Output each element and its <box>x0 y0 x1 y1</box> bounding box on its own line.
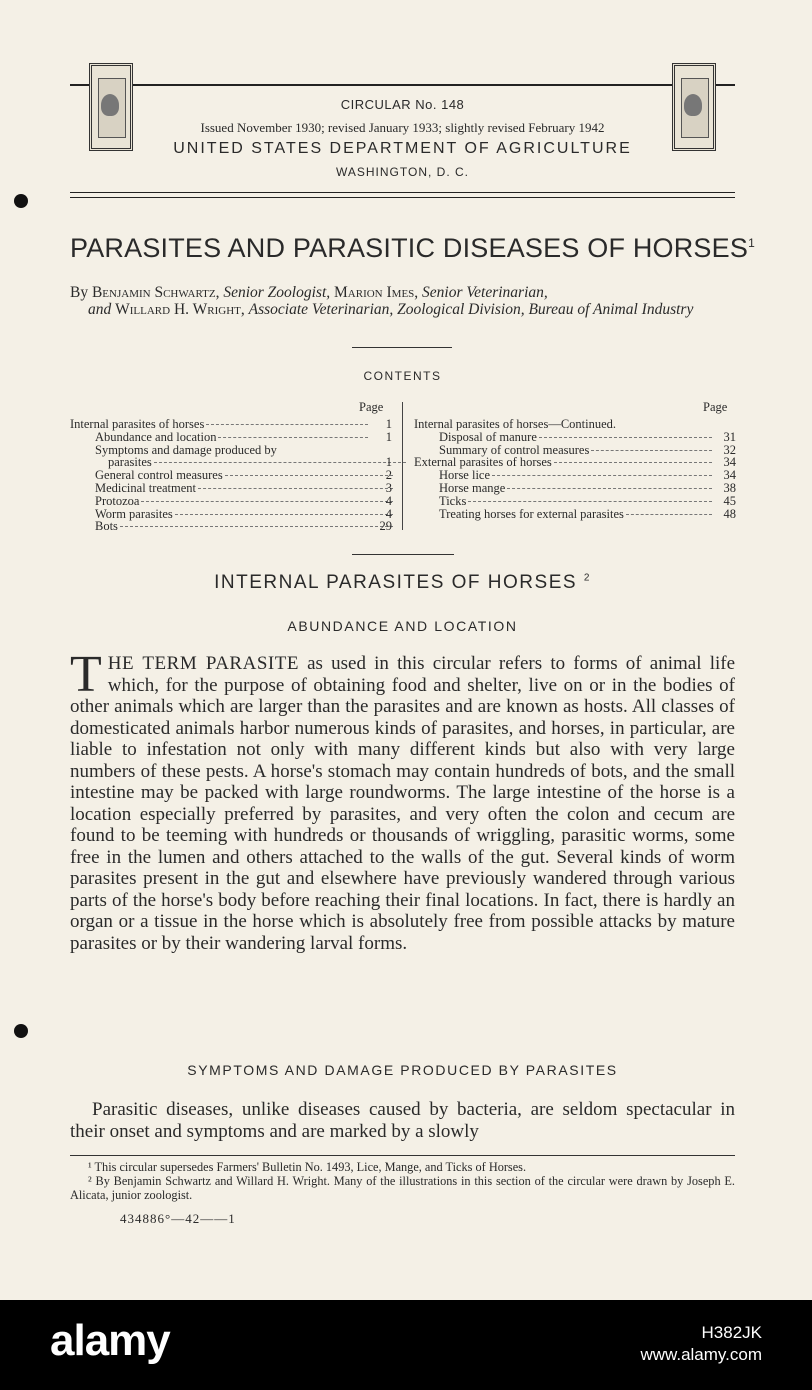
department-name: UNITED STATES DEPARTMENT OF AGRICULTURE <box>173 140 632 157</box>
paragraph-symptoms: Parasitic diseases, unlike diseases caused by bacteria, are seldom spectacular in their onset and symptoms and are marked by a slowly <box>70 1099 735 1142</box>
contents-entry-page: 2 <box>385 468 392 483</box>
contents-entry-page: 45 <box>723 493 736 508</box>
circular-number: CIRCULAR No. 148 <box>340 97 465 112</box>
header-rule-top <box>70 84 735 86</box>
contents-entry-label: Symptoms and damage produced by <box>95 442 277 457</box>
location: WASHINGTON, D. C. <box>335 165 469 179</box>
contents-leader <box>591 450 712 451</box>
authors-line: By Benjamin Schwartz, Senior Zoologist, Marion Imes, Senior Veterinarian, and Willard H. Wright, Associate Veterinarian, Zoological Division, Bureau of Animal Industry <box>70 284 694 318</box>
contents-entry <box>414 495 736 508</box>
contents-entry-page: 34 <box>723 468 736 483</box>
footnote-1: ¹ This circular supersedes Farmers' Bulletin No. 1493, Lice, Mange, and Ticks of Horses. <box>88 1160 527 1174</box>
contents-entry-page: 3 <box>385 480 392 495</box>
contents-entry-label: Internal parasites of horses—Continued. <box>414 417 617 431</box>
contents-leader <box>218 437 368 438</box>
contents-entry-label: Ticks <box>439 493 467 508</box>
contents-entry <box>70 482 392 495</box>
page-title: PARASITES AND PARASITIC DISEASES OF HORSES$^1$ <box>70 233 755 263</box>
contents-leader <box>539 437 712 438</box>
contents-entry-page: 32 <box>723 442 736 457</box>
contents-leader <box>141 501 393 502</box>
contents-entry <box>414 418 736 431</box>
contents-leader <box>554 462 712 463</box>
print-code: 434886°—42——1 <box>120 1211 236 1226</box>
header-rule-bottom <box>70 192 735 198</box>
contents-entry-page: 29 <box>379 519 392 534</box>
contents-entry <box>414 431 736 444</box>
contents-entry-page: 1 <box>385 429 392 444</box>
contents-entry-page: 34 <box>723 455 736 470</box>
contents-leader <box>175 514 393 515</box>
contents-heading: CONTENTS <box>363 369 442 383</box>
footnote-2: ² By Benjamin Schwartz and Willard H. Wright. Many of the illustrations in this section of the circular were drawn by Joseph E. Alicata, junior zoologist. <box>70 1174 735 1202</box>
contents-leader <box>206 424 368 425</box>
alamy-logo: alamy <box>50 1316 170 1365</box>
contents-right-column <box>414 418 736 520</box>
issue-dates: Issued November 1930; revised January 1933; slightly revised February 1942 <box>200 120 605 135</box>
contents-entry-label: External parasites of horses <box>414 455 552 470</box>
alamy-image-info: H382JK www.alamy.com <box>640 1323 762 1364</box>
contents-leader <box>198 488 393 489</box>
contents-entry-label: Bots <box>95 519 118 534</box>
contents-entry-page: 4 <box>385 506 392 521</box>
contents-entry-page: 4 <box>385 493 392 508</box>
contents-left-column <box>70 418 392 533</box>
contents-entry-label: Abundance and location <box>95 429 217 444</box>
contents-entry <box>70 431 392 444</box>
contents-entry-label: General control measures <box>95 468 223 483</box>
contents-entry <box>70 520 392 533</box>
contents-entry-page: 38 <box>723 480 736 495</box>
contents-leader <box>507 488 712 489</box>
contents-leader <box>626 514 712 515</box>
contents-entry <box>414 482 736 495</box>
contents-entry-label: parasites <box>108 455 152 470</box>
contents-entry-page: 1 <box>385 417 392 431</box>
contents-entry-label: Internal parasites of horses <box>70 417 205 431</box>
contents-entry-label: Treating horses for external parasites <box>439 506 624 521</box>
contents-leader <box>120 526 393 527</box>
contents-entry-label: Horse mange <box>439 480 506 495</box>
paragraph-abundance: THE TERM PARASITE as used in this circular refers to forms of animal life which, for the purpose of obtaining food and shelter, live on or in the bodies of other animals which are larger than the parasites and are known as hosts. All classes of domesticated animals harbor numerous kinds of parasites, and horses, in particular, are liable to infestation not only with many different kinds but also with very large numbers of these pests. A horse's stomach may contain hundreds of bots, and the small intestine may be packed with large roundworms. The large intestine of the horse is a location especially preferred by parasites, and very often the colon and cecum are found to be teeming with hundreds or thousands of wriggling, parasitic worms, some free in the lumen and others attached to the walls of the gut. Several kinds of worm parasites present in the gut and elsewhere have previously wandered through various parts of the horse's body before reaching their final locations. In fact, there is hardly an organ or a tissue in the horse which is absolutely free from possible attacks by mature parasites or by their wandering larval forms. <box>70 646 736 954</box>
binder-hole-bottom <box>14 1024 28 1038</box>
contents-leader <box>225 475 393 476</box>
contents-entry-label: Worm parasites <box>95 506 173 521</box>
subheading-abundance: ABUNDANCE AND LOCATION <box>287 618 518 634</box>
contents-leader <box>154 462 406 463</box>
footnote-rule <box>70 1155 735 1156</box>
contents-entry <box>70 495 392 508</box>
contents-leader <box>492 475 712 476</box>
contents-entry-page: 1 <box>385 455 392 470</box>
contents-entry-label: Disposal of manure <box>439 429 537 444</box>
divider-rule <box>352 347 452 348</box>
contents-entry-page: 31 <box>723 429 736 444</box>
contents-entry <box>70 508 392 521</box>
contents-entry <box>414 508 736 521</box>
contents-entry-label: Medicinal treatment <box>95 480 197 495</box>
contents-page-label-left: Page <box>359 400 384 414</box>
subheading-symptoms: SYMPTOMS AND DAMAGE PRODUCED BY PARASITES <box>187 1062 618 1078</box>
contents-entry-label: Protozoa <box>95 493 140 508</box>
divider-rule-2 <box>352 554 454 555</box>
contents-entry <box>70 418 392 431</box>
drop-cap: T <box>70 646 102 703</box>
contents-page-label-right: Page <box>703 400 728 414</box>
contents-entry-page: 48 <box>723 506 736 521</box>
contents-entry-label: Horse lice <box>439 468 491 483</box>
contents-entry-label: Summary of control measures <box>439 442 590 457</box>
section-heading: INTERNAL PARASITES OF HORSES $^2$ <box>214 572 591 593</box>
contents-leader <box>468 501 712 502</box>
binder-hole-top <box>14 194 28 208</box>
